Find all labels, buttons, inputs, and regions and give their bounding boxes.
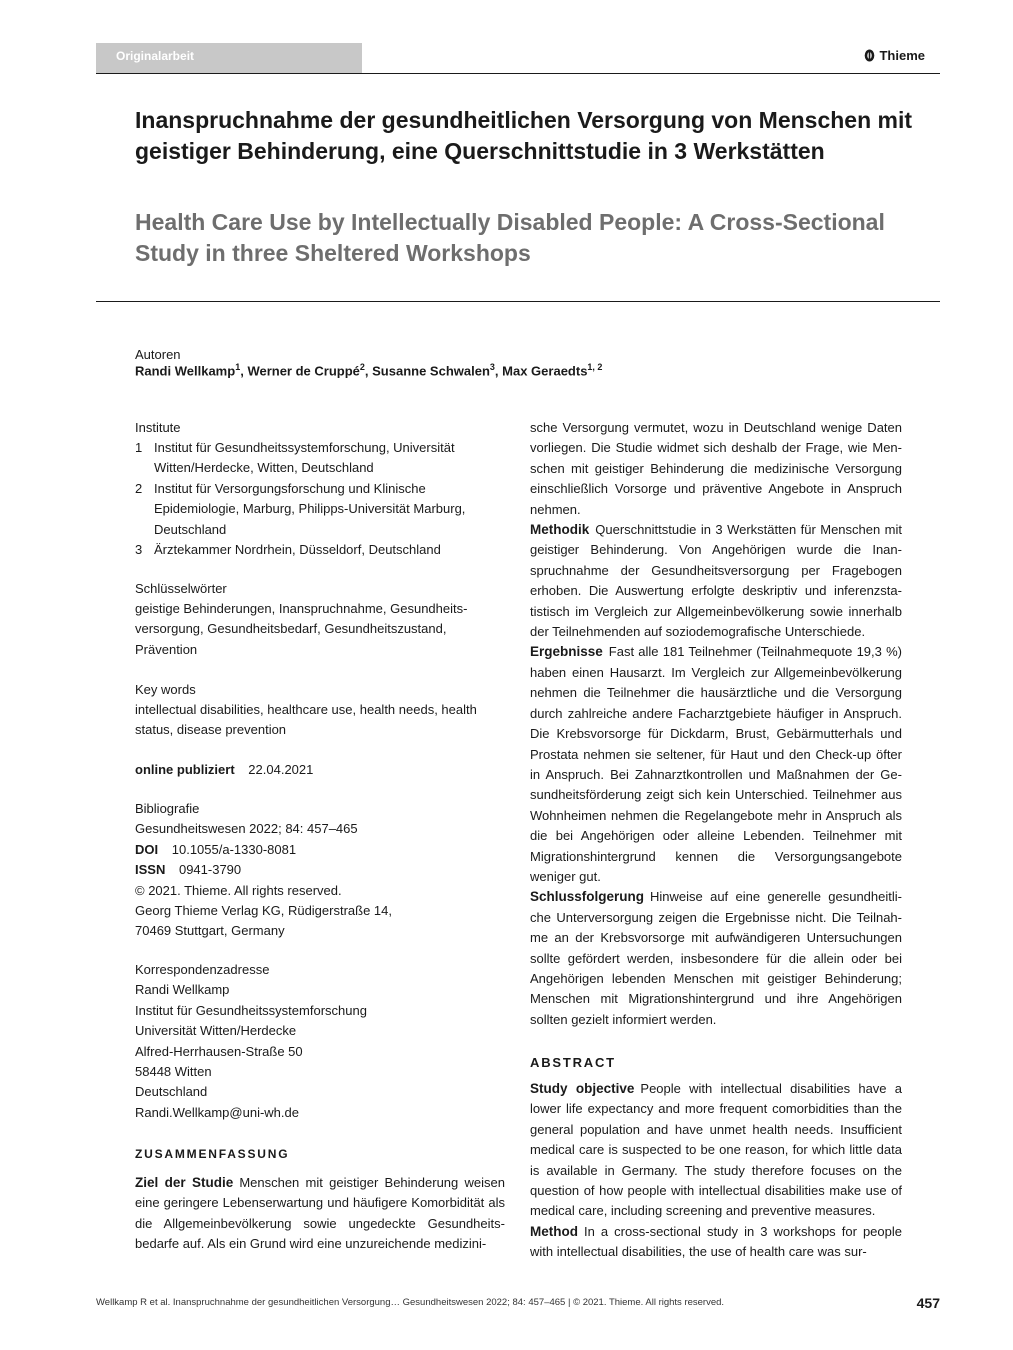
institute-text: Institut für Versorgungsforschung und Klinische Epidemiologie, Marburg, Philipps-Universität Marburg, Deutschland xyxy=(154,480,466,537)
ergebnisse-label: Ergebnisse xyxy=(530,644,603,660)
schluss-text: Hinweise auf eine generelle gesundheitliche Unterversorgung zeigen die Ergebnisse nicht. Die Teilnahme an der Krebsvorsorge mit aufwändigeren Untersuchungen sollte gefördert werden, insbesondere für die allein oder bei Angehörigen lebenden Menschen mit geistiger Behinderung; Menschen mit Migrationshintergrund und ihre Angehörigen sollten gezielt informiert werden. xyxy=(530,889,902,1027)
institutes-label: Institute xyxy=(135,420,181,435)
ergebnisse-text: Fast alle 181 Teilnehmer (Teilnahmequote 19,3 %) haben einen Hausarzt. Im Vergleich zur Allgemeinbevölkerung nehmen die Teilnehmer die hausärztliche und die Versorgung durch zahlreiche andere Facharztgebiete häufiger in Anspruch. Die Krebsvorsorge für Dickdarm, Brust, Gebärmutterhals und Prostata nehmen sie seltener, für Haut und den Check-up öfter in Anspruch. Bei Zahnarztkontrollen und Maßnahmen der Gesundheitsförderung zeigt sich kein Unterschied. Teilnehmer aus Wohnheimen nehmen die Regelangebote mehr in Anspruch als die bei Angehörigen oder alleine Lebenden. Teilnehmer mit Migrationshintergrund kennen die Versorgungsangebote weniger gut. xyxy=(530,644,902,884)
bibliografie-issn xyxy=(135,860,505,880)
bibliografie-label: Bibliografie xyxy=(135,801,200,816)
correspondence-line: 58448 Witten xyxy=(135,1064,212,1080)
abstract-heading: ABSTRACT xyxy=(530,1055,616,1070)
issn-value: 0941-3790 xyxy=(178,862,242,878)
schluesselwoerter-label: Schlüsselwörter xyxy=(135,581,227,596)
authors-label: Autoren xyxy=(135,347,181,362)
author-name: Werner de Cruppé xyxy=(247,363,360,379)
bibliografie-doi xyxy=(135,840,505,860)
author-affiliation: 2 xyxy=(359,362,365,372)
keywords-block xyxy=(135,680,505,741)
correspondence-email[interactable]: Randi.Wellkamp@uni-wh.de xyxy=(135,1104,299,1120)
doi-value[interactable]: 10.1055/a-1330-8081 xyxy=(171,841,297,857)
title-english: Health Care Use by Intellectually Disabled People: A Cross-Sectional Study in three Sheltered Workshops xyxy=(135,209,885,266)
correspondence-line: Deutschland xyxy=(135,1084,208,1100)
authors-list: Randi Wellkamp$^1$, Werner de Cruppé$^2$, Susanne Schwalen$^3$, Max Geraedts$^{1, 2}$ xyxy=(135,362,603,379)
author-affiliation: 1, 2 xyxy=(587,362,603,372)
title-rule xyxy=(96,301,940,302)
ziel-paragraph xyxy=(135,1173,505,1255)
institute-item xyxy=(135,540,505,560)
objective-label: Study objective xyxy=(530,1081,635,1096)
objective-text: People with intellectual disabilities have a lower life expectancy and more frequent comorbidities than the general population and have unmet health needs. Insufficient medical care is suspected to be one reason, for which little data is available in Germany. The study therefore focuses on the question of how people with intellectual disabilities make use of medical care, including screening and preventive measures. xyxy=(530,1081,902,1219)
objective-paragraph xyxy=(530,1079,902,1222)
institute-text: Institut für Gesundheitssystemforschung, Universität Witten/Herdecke, Witten, Deutschland xyxy=(154,440,455,476)
author-affiliation: 1 xyxy=(235,362,241,372)
bibliografie-journal: Gesundheitswesen 2022; 84: 457–465 xyxy=(135,821,358,837)
institute-number: 2 xyxy=(135,480,143,496)
page-number: 457 xyxy=(916,1295,940,1311)
right-column xyxy=(530,418,902,1030)
institute-text: Ärztekammer Nordrhein, Düsseldorf, Deutschland xyxy=(154,542,441,558)
author-name: Max Geraedts xyxy=(502,363,588,379)
correspondence-line: Alfred-Herrhausen-Straße 50 xyxy=(135,1043,303,1059)
author-name: Randi Wellkamp xyxy=(135,363,236,379)
institute-item xyxy=(135,438,505,479)
online-published xyxy=(135,760,505,780)
correspondence-line: Randi Wellkamp xyxy=(135,982,230,998)
methodik-paragraph xyxy=(530,520,902,642)
publisher-name: Thieme xyxy=(879,48,925,63)
institute-item xyxy=(135,479,505,540)
abstract-body xyxy=(530,1079,902,1263)
bibliografie-publisher-line1: Georg Thieme Verlag KG, Rüdigerstraße 14, xyxy=(135,903,392,919)
correspondence-label: Korrespondenzadresse xyxy=(135,962,270,977)
method-paragraph xyxy=(530,1222,902,1263)
schluesselwoerter-text: geistige Behinderungen, Inanspruchnahme, Gesundheitsversorgung, Gesundheitsbedarf, Gesundheitszustand, Prävention xyxy=(135,601,468,657)
method-text: In a cross-sectional study in 3 workshops for people with intellectual disabilities, the use of health care was sur- xyxy=(530,1223,902,1260)
ergebnisse-paragraph xyxy=(530,642,902,887)
methodik-text: Querschnittstudie in 3 Werkstätten für Menschen mit geistiger Behinderung. Von Angehörigen wurde die Inanspruchnahme der Gesundheitsversorgung per Fragebogen erhoben. Die Auswertung erfolgte deskriptiv und inferenzstatistisch im Vergleich zur Allgemeinbevölkerung sowie innerhalb der Teilnehmenden auf soziodemografische Unterschiede. xyxy=(530,522,902,640)
header-rule xyxy=(96,73,940,74)
zusammenfassung-heading: ZUSAMMENFASSUNG xyxy=(135,1147,290,1161)
methodik-label: Methodik xyxy=(530,522,590,538)
title-german: Inanspruchnahme der gesundheitlichen Versorgung von Menschen mit geistiger Behinderung, eine Querschnittstudie in 3 Werkstätten xyxy=(135,107,913,164)
correspondence-block xyxy=(135,960,505,1123)
thieme-crest-icon xyxy=(864,49,875,62)
issn-label: ISSN xyxy=(135,862,166,878)
method-label: Method xyxy=(530,1223,578,1239)
footer-citation: Wellkamp R et al. Inanspruchnahme der gesundheitlichen Versorgung… Gesundheitswesen 2022; 84: 457–465 | © 2021. Thieme. All rights reserved. xyxy=(96,1297,725,1308)
bibliografie-publisher-line2: 70469 Stuttgart, Germany xyxy=(135,923,285,939)
ziel-text: Menschen mit geistiger Behinderung weisen eine geringere Lebenserwartung und häufigere Komorbidität als die Allgemeinbevölkerung sowie ungedeckte Gesundheitsbedarfe auf. Als ein Grund wird eine unzureichende medizini- xyxy=(135,1175,505,1252)
category-label: Originalarbeit xyxy=(116,49,195,63)
doi-label: DOI xyxy=(135,841,159,857)
bibliografie-block xyxy=(135,799,505,942)
online-date: 22.04.2021 xyxy=(248,762,314,777)
schluss-paragraph xyxy=(530,887,902,1030)
ziel-continuation: sche Versorgung vermutet, wozu in Deutschland wenige Daten vorliegen. Die Studie widmet sich deshalb der Frage, wie Menschen mit geistiger Behinderung die medizinische Versorgung einschließlich Vorsorge und präventive Angebote in Anspruch nehmen. xyxy=(530,420,902,517)
publisher-logo xyxy=(864,48,925,63)
keywords-text: intellectual disabilities, healthcare use, health needs, health status, disease prevention xyxy=(135,702,477,738)
institute-number: 3 xyxy=(135,542,143,558)
schluesselwoerter-block xyxy=(135,579,505,660)
bibliografie-copyright: © 2021. Thieme. All rights reserved. xyxy=(135,882,342,898)
correspondence-line: Institut für Gesundheitssystemforschung xyxy=(135,1002,367,1018)
author-affiliation: 3 xyxy=(489,362,495,372)
institutes-block xyxy=(135,418,505,560)
ziel-label: Ziel der Studie xyxy=(135,1175,234,1190)
online-label: online publiziert xyxy=(135,762,235,777)
correspondence-line: Universität Witten/Herdecke xyxy=(135,1023,297,1039)
author-name: Susanne Schwalen xyxy=(372,363,490,379)
schluss-label: Schlussfolgerung xyxy=(530,889,645,905)
institute-number: 1 xyxy=(135,440,143,455)
keywords-label: Key words xyxy=(135,682,196,697)
